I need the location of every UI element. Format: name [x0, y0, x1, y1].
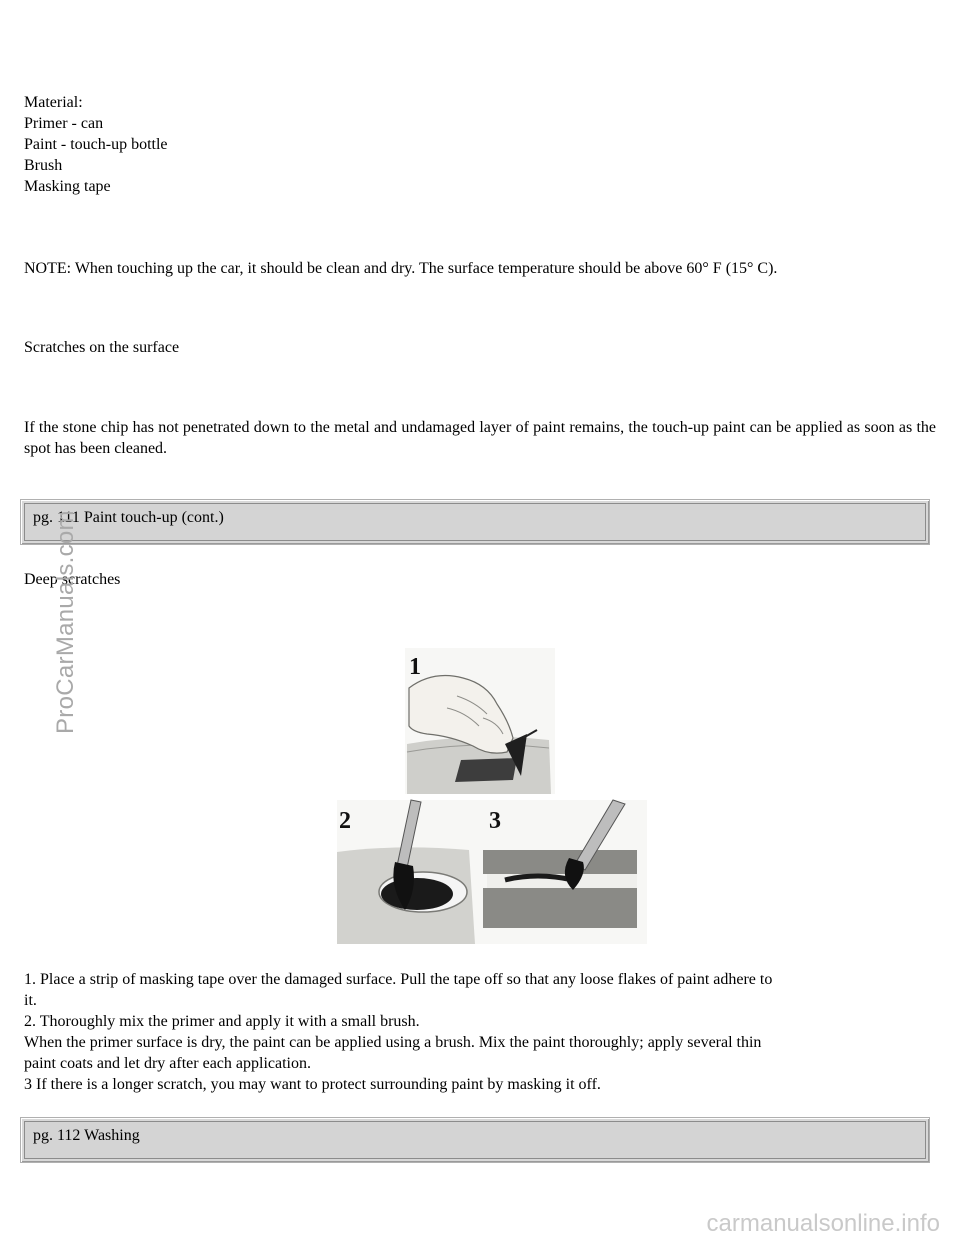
paint-touchup-illustration: [337, 648, 647, 944]
page-header-title: pg. 111 Paint touch-up (cont.): [33, 509, 224, 526]
figure-label-2: 2: [339, 808, 351, 834]
materials-item: Primer - can: [24, 115, 104, 132]
panel-1: [405, 648, 555, 794]
steps-section: [24, 969, 936, 1095]
step-line: 3 If there is a longer scratch, you may want to protect surrounding paint by masking it off.: [24, 1076, 601, 1093]
scratches-paragraph: If the stone chip has not penetrated down to the metal and undamaged layer of paint remains, the touch-up paint can be applied as soon as the spot has been cleaned.: [24, 419, 936, 457]
figure-label-1: 1: [409, 654, 421, 680]
page-header-title-2: pg. 112 Washing: [33, 1127, 140, 1144]
page-header-box: [20, 499, 930, 545]
materials-section: [24, 92, 168, 197]
step-line: it.: [24, 992, 37, 1009]
page-header-inner: [24, 503, 926, 541]
step-line: 1. Place a strip of masking tape over the damaged surface. Pull the tape off so that any loose flakes of paint adhere to: [24, 971, 773, 988]
panel-2: [337, 800, 485, 944]
deep-scratches-heading: Deep scratches: [24, 571, 121, 588]
step-line: When the primer surface is dry, the paint can be applied using a brush. Mix the paint thoroughly; apply several thin: [24, 1034, 762, 1051]
panel-3: [483, 800, 647, 944]
note-text: NOTE: When touching up the car, it should be clean and dry. The surface temperature should be above 60° F (15° C).: [24, 260, 778, 277]
page-header-inner-2: [24, 1121, 926, 1159]
side-watermark: ProCarManuals.com: [52, 510, 79, 734]
materials-item: Paint - touch-up bottle: [24, 136, 168, 153]
materials-item: Masking tape: [24, 178, 111, 195]
footer-watermark: carmanualsonline.info: [706, 1210, 940, 1237]
scratches-heading: Scratches on the surface: [24, 339, 180, 356]
step-line: paint coats and let dry after each application.: [24, 1055, 311, 1072]
materials-item: Brush: [24, 157, 63, 174]
illustration-svg: [337, 648, 647, 944]
step-line: 2. Thoroughly mix the primer and apply it with a small brush.: [24, 1013, 420, 1030]
figure-label-3: 3: [489, 808, 501, 834]
materials-heading: Material:: [24, 94, 83, 111]
page-header-box-2: [20, 1117, 930, 1163]
